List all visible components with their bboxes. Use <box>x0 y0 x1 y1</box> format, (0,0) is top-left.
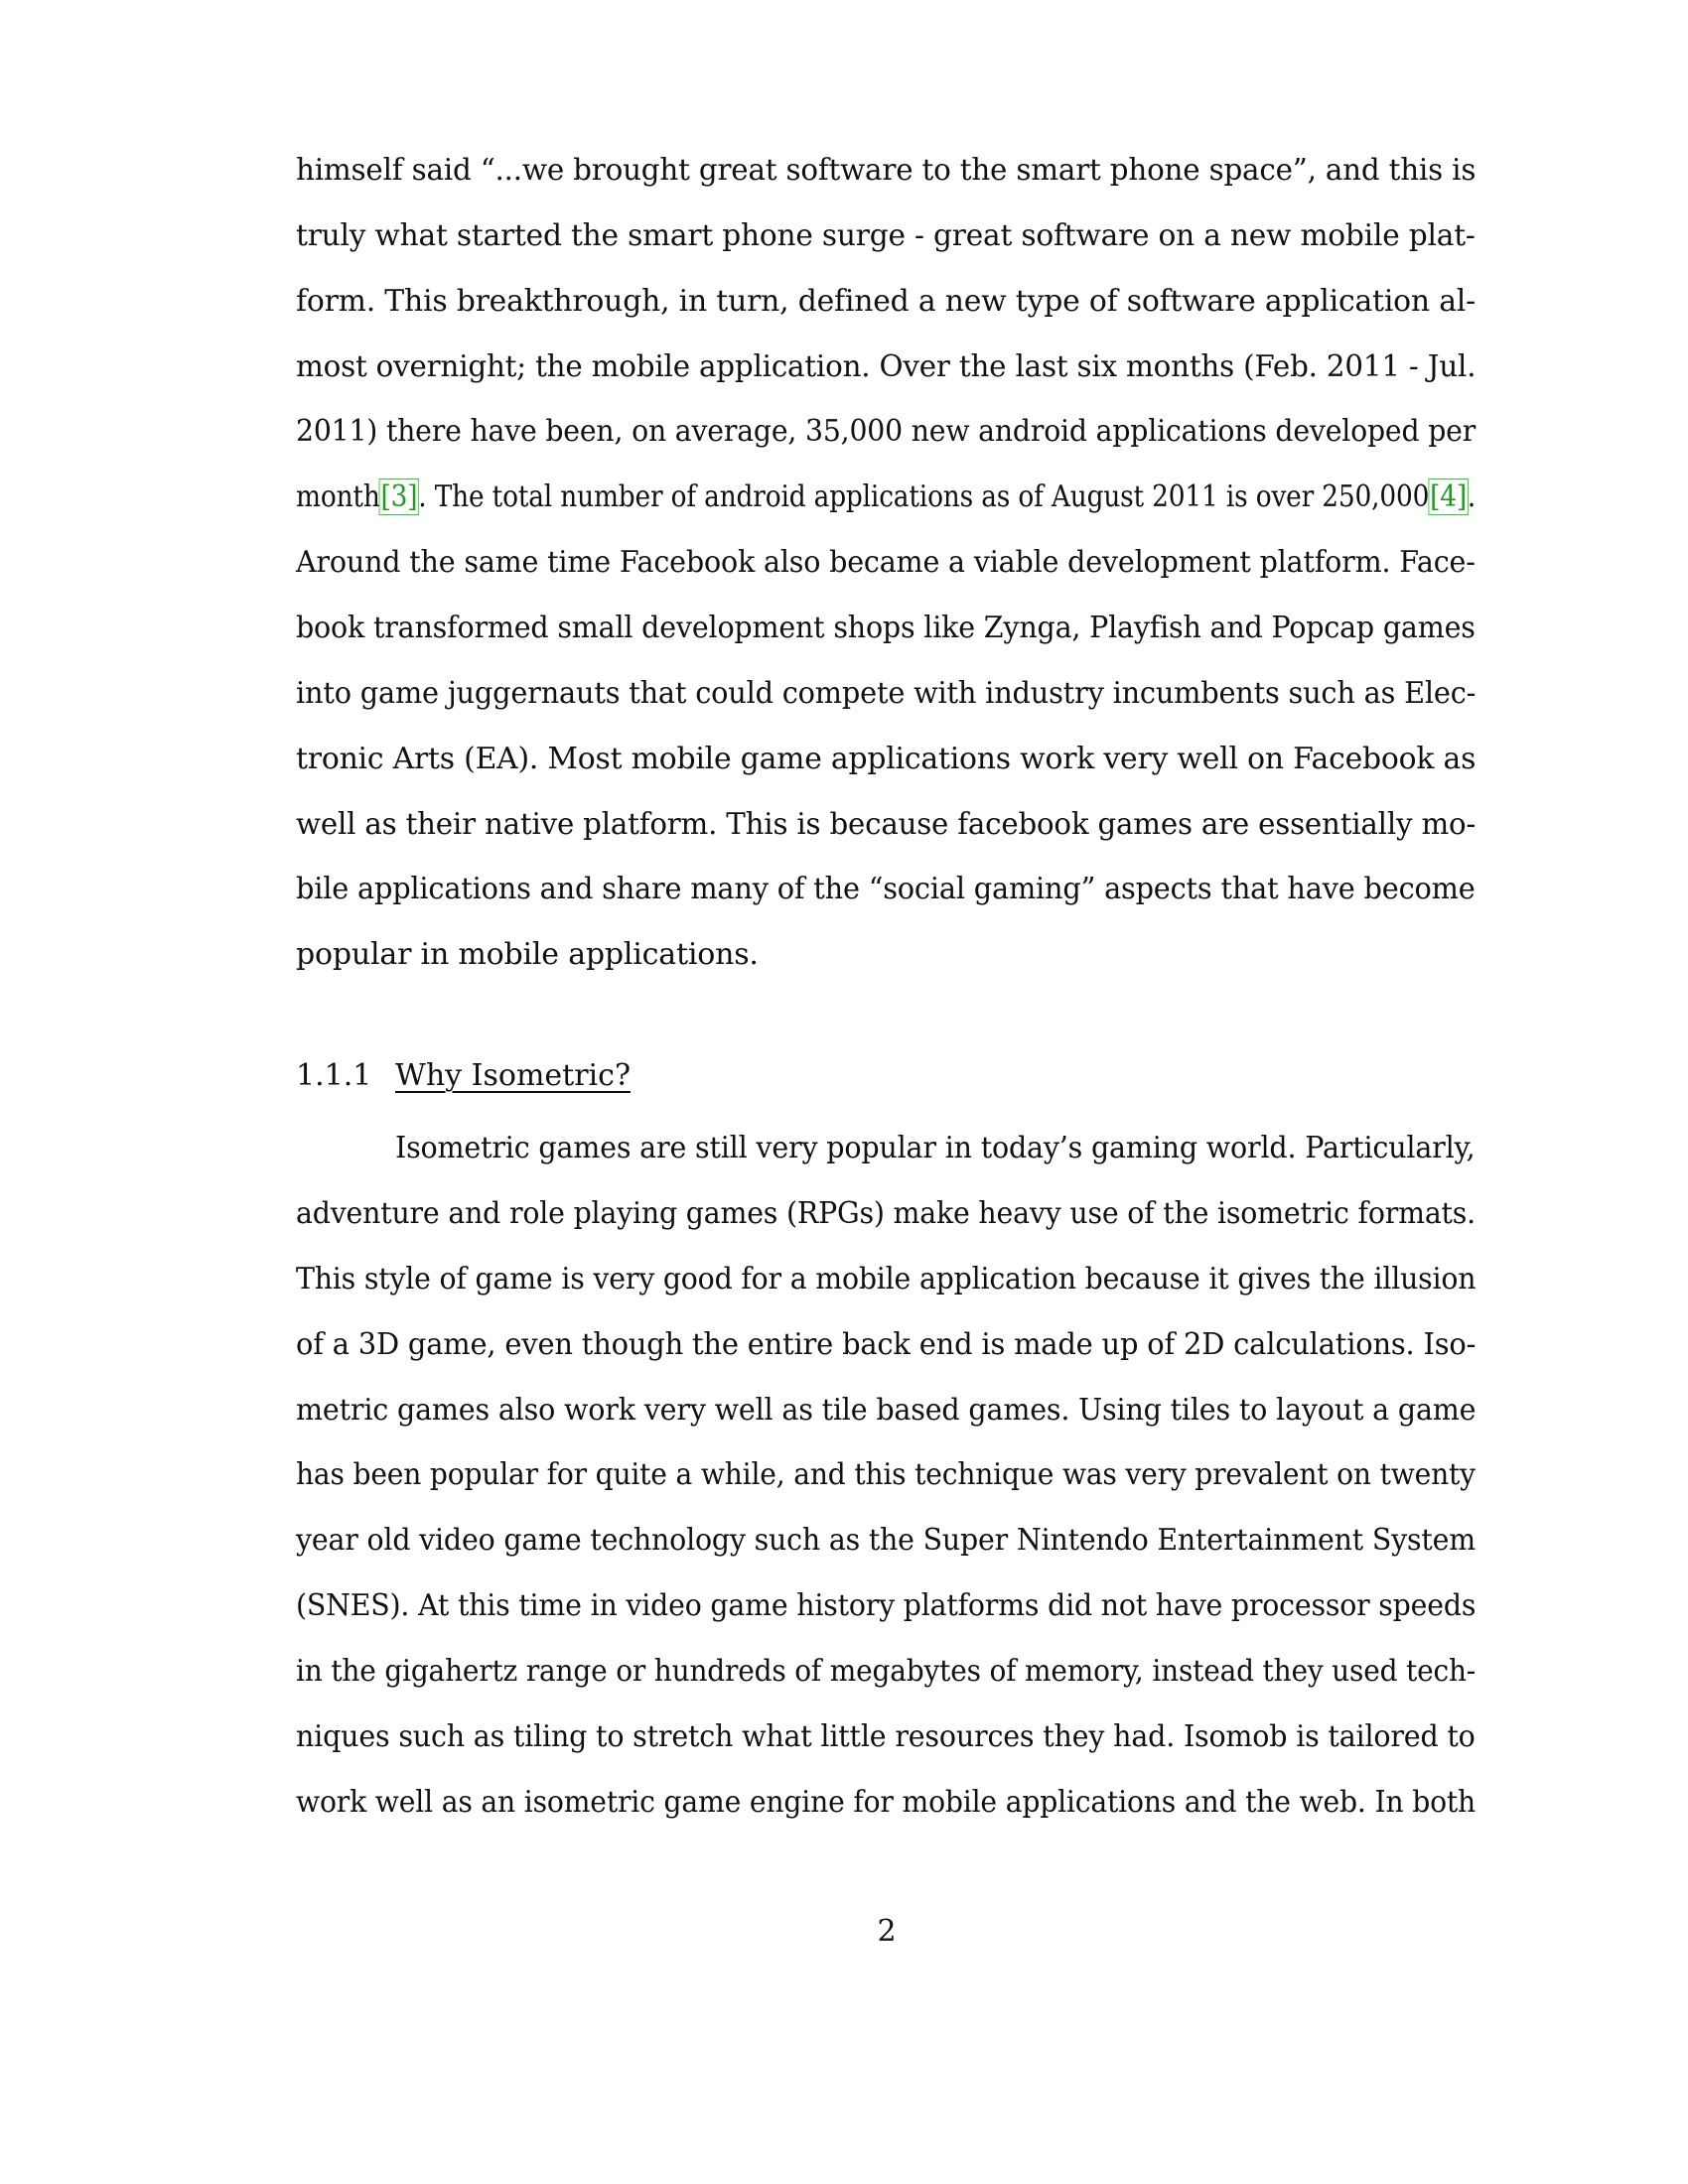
paragraph-2-line-8: (SNES). At this time in video game history platforms did not have processor speeds <box>296 1588 1477 1623</box>
section-heading <box>296 1056 631 1096</box>
citation-link-4[interactable]: [4] <box>1430 479 1467 514</box>
line-6-text-start: month <box>296 479 380 514</box>
paragraph-1-line-3: form. This breakthrough, in turn, defined a new type of software application al- <box>296 284 1477 319</box>
paragraph-1-line-2: truly what started the smart phone surge - great software on a new mobile plat- <box>296 218 1476 253</box>
paragraph-2-line-11: work well as an isometric game engine for mobile applications and the web. In both <box>296 1785 1477 1820</box>
paragraph-1-line-12: bile applications and share many of the “social gaming” aspects that have become <box>296 872 1476 906</box>
paragraph-2-line-6: has been popular for quite a while, and this technique was very prevalent on twenty <box>296 1457 1476 1492</box>
paragraph-1-line-9: into game juggernauts that could compete with industry incumbents such as Elec- <box>296 676 1477 711</box>
citation-link-3[interactable]: [3] <box>380 479 418 514</box>
paragraph-1-line-7: Around the same time Facebook also became a viable development platform. Face- <box>296 545 1476 580</box>
line-6-text-end: . <box>1467 479 1477 514</box>
paragraph-1-line-5: 2011) there have been, on average, 35,000 new android applications developed per <box>296 414 1477 449</box>
paragraph-2-line-9: in the gigahertz range or hundreds of megabytes of memory, instead they used tech- <box>296 1654 1477 1689</box>
paragraph-2-line-1: Isometric games are still very popular in today’s gaming world. Particularly, <box>395 1131 1476 1165</box>
page-number: 2 <box>877 1914 897 1949</box>
paragraph-1-line-6 <box>296 478 1476 517</box>
paragraph-1-line-13: popular in mobile applications. <box>296 937 759 972</box>
line-6-text-middle: . The total number of android applications as of August 2011 is over 250,000 <box>418 479 1430 514</box>
paragraph-2-line-3: This style of game is very good for a mobile application because it gives the illusion <box>296 1262 1477 1297</box>
paragraph-2-line-2: adventure and role playing games (RPGs) make heavy use of the isometric formats. <box>296 1196 1476 1231</box>
paragraph-2-line-7: year old video game technology such as the Super Nintendo Entertainment System <box>296 1523 1477 1558</box>
paragraph-1-line-8: book transformed small development shops like Zynga, Playfish and Popcap games <box>296 611 1476 645</box>
paragraph-2-line-4: of a 3D game, even though the entire back end is made up of 2D calculations. Iso- <box>296 1327 1477 1362</box>
section-title: Why Isometric? <box>395 1058 632 1093</box>
paragraph-2-line-10: niques such as tiling to stretch what little resources they had. Isomob is tailored to <box>296 1719 1476 1754</box>
paragraph-1-line-4: most overnight; the mobile application. Over the last six months (Feb. 2011 - Jul. <box>296 349 1477 384</box>
paragraph-1-line-11: well as their native platform. This is because facebook games are essentially mo- <box>296 807 1477 842</box>
paragraph-2-line-5: metric games also work very well as tile based games. Using tiles to layout a game <box>296 1393 1477 1428</box>
paragraph-1-line-1: himself said “...we brought great software to the smart phone space”, and this is <box>296 153 1477 188</box>
paragraph-1-line-10: tronic Arts (EA). Most mobile game applications work very well on Facebook as <box>296 742 1477 776</box>
section-number: 1.1.1 <box>296 1058 372 1093</box>
